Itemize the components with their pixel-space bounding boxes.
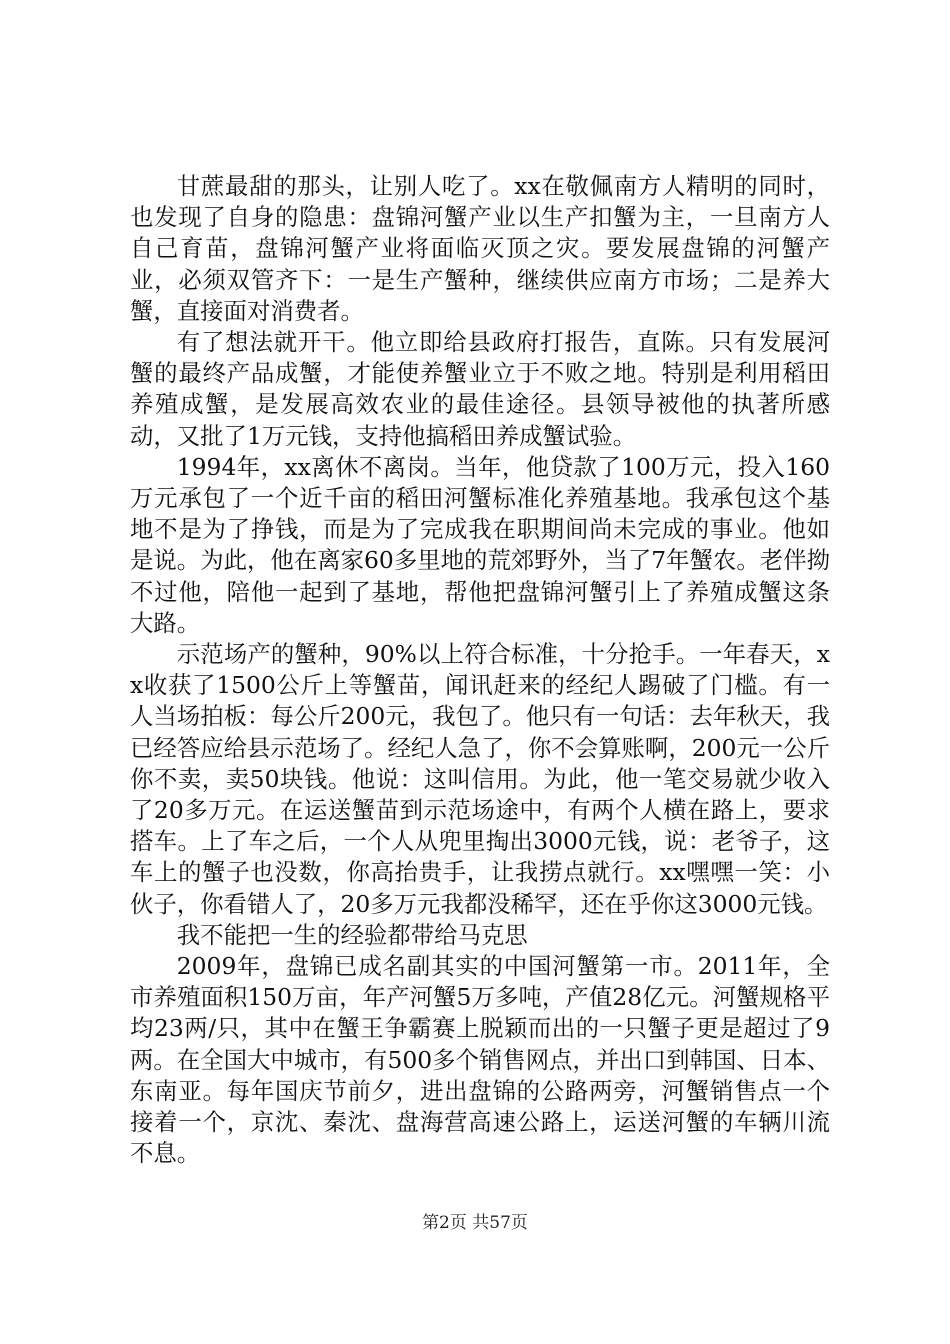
paragraph-4: 示范场产的蟹种，90%以上符合标准，十分抢手。一年春天，xx收获了1500公斤上等蟹苗，闻讯赶来的经纪人踢破了门槛。有一人当场拍板：每公斤200元，我包了。他只有一句话：去年秋天，我已经答应给县示范场了。经纪人急了，你不会算账啊，200元一公斤你不卖，卖50块钱。他说：这叫信用。为此，他一笔交易就少收入了20多万元。在运送蟹苗到示范场途中，有两个人横在路上，要求搭车。上了车之后，一个人从兜里掏出3000元钱，说：老爷子，这车上的蟹子也没数，你高抬贵手，让我捞点就行。xx嘿嘿一笑：小伙子，你看错人了，20多万元我都没稀罕，还在乎你这3000元钱。 [130, 640, 830, 918]
paragraph-1: 甘蔗最甜的那头，让别人吃了。xx在敬佩南方人精明的同时，也发现了自身的隐患：盘锦河蟹产业以生产扣蟹为主，一旦南方人自己育苗，盘锦河蟹产业将面临灭顶之灾。要发展盘锦的河蟹产业，必须双管齐下：一是生产蟹种，继续供应南方市场；二是养大蟹，直接面对消费者。 [130, 172, 830, 325]
paragraph-3: 1994年，xx离休不离岗。当年，他贷款了100万元，投入160万元承包了一个近千亩的稻田河蟹标准化养殖基地。我承包这个基地不是为了挣钱，而是为了完成我在职期间尚未完成的事业。他如是说。为此，他在离家60多里地的荒郊野外，当了7年蟹农。老伴拗不过他，陪他一起到了基地，帮他把盘锦河蟹引上了养殖成蟹这条大路。 [130, 452, 830, 637]
section-heading: 我不能把一生的经验都带给马克思 [176, 920, 528, 949]
paragraph-2: 有了想法就开干。他立即给县政府打报告，直陈。只有发展河蟹的最终产品成蟹，才能使养蟹业立于不败之地。特别是利用稻田养殖成蟹，是发展高效农业的最佳途径。县领导被他的执著所感动，又批了1万元钱，支持他搞稻田养成蟹试验。 [130, 328, 830, 450]
page-footer: 第2页 共57页 [422, 1213, 528, 1233]
paragraph-5: 2009年，盘锦已成名副其实的中国河蟹第一市。2011年，全市养殖面积150万亩，年产河蟹5万多吨，产值28亿元。河蟹规格平均23两/只，其中在蟹王争霸赛上脱颖而出的一只蟹子更是超过了9两。在全国大中城市，有500多个销售网点，并出口到韩国、日本、东南亚。每年国庆节前夕，进出盘锦的公路两旁，河蟹销售点一个接着一个，京沈、秦沈、盘海营高速公路上，运送河蟹的车辆川流不息。 [130, 952, 830, 1168]
document-body [130, 171, 830, 1170]
